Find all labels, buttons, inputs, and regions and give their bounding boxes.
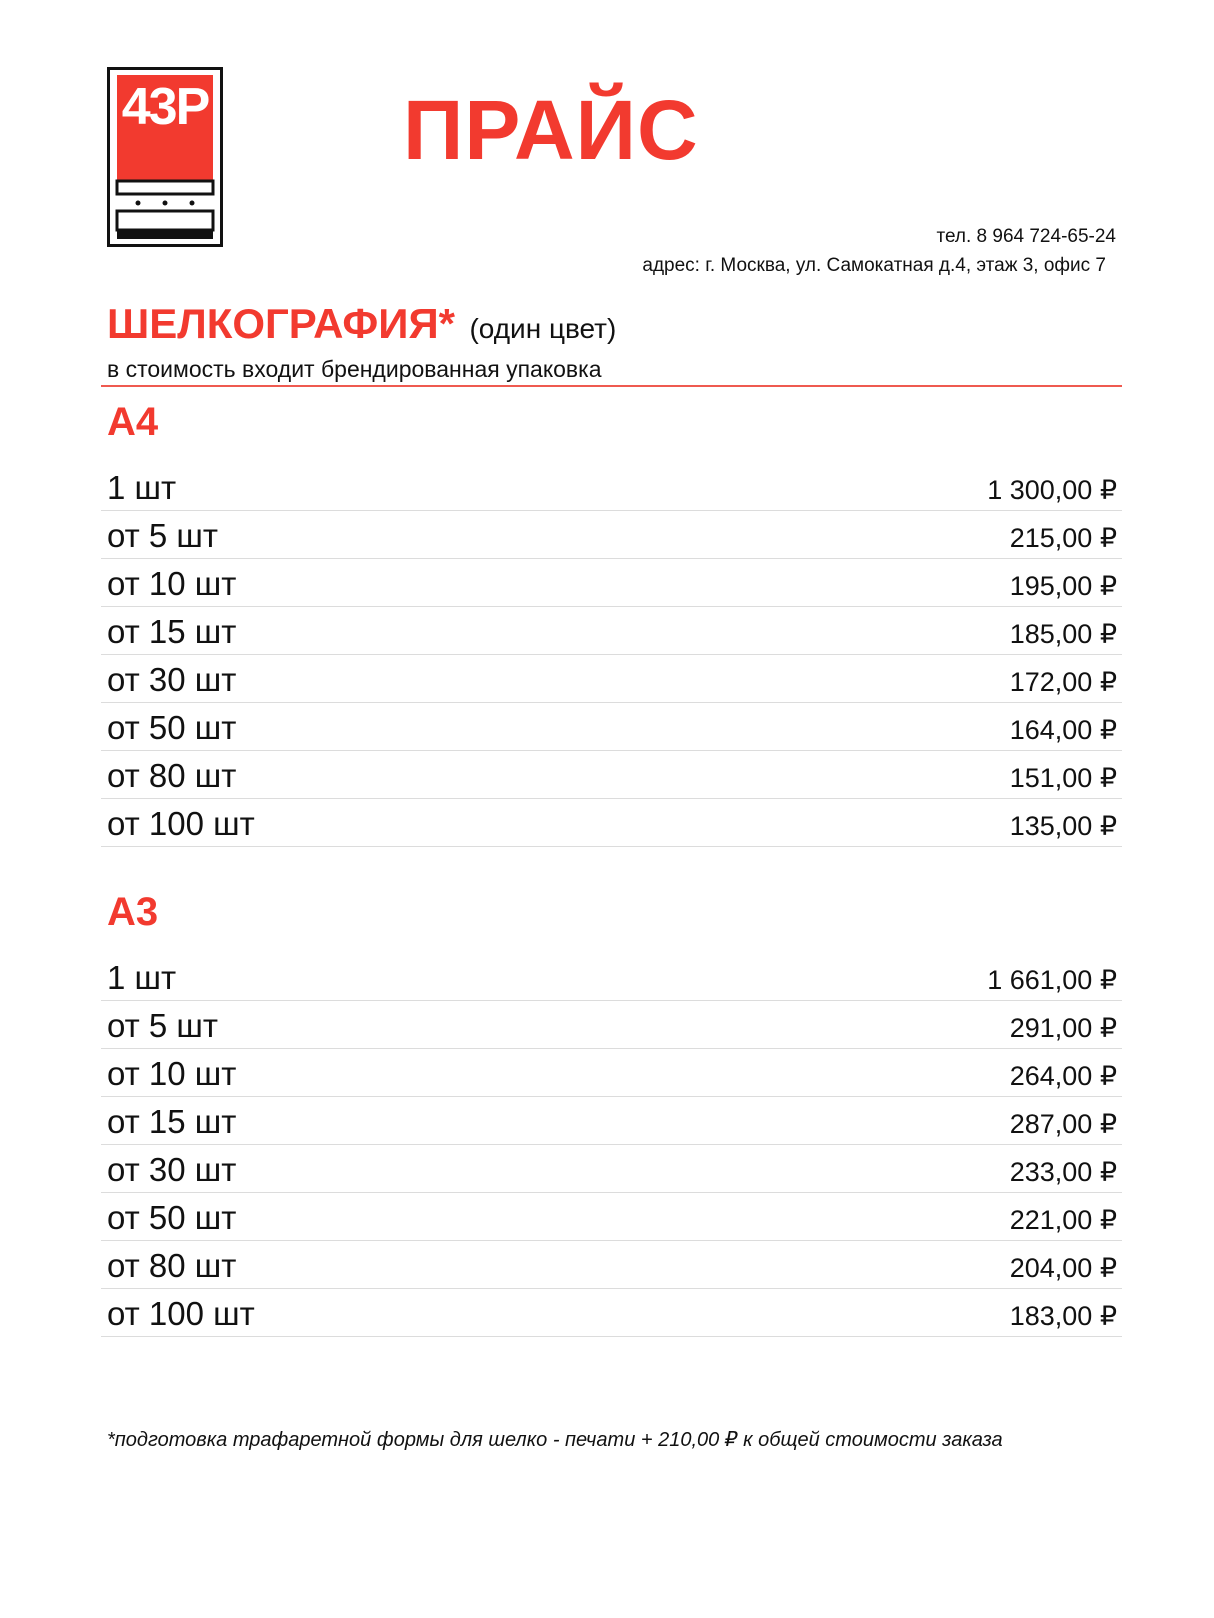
quantity: от 80 шт (107, 1247, 237, 1284)
price-row (101, 751, 1122, 799)
price: 195,00 ₽ (1009, 571, 1117, 601)
quantity: от 5 шт (107, 517, 219, 554)
price: 151,00 ₽ (1009, 763, 1117, 793)
section-divider (101, 385, 1122, 387)
price: 204,00 ₽ (1009, 1253, 1117, 1283)
price: 1 300,00 ₽ (987, 475, 1117, 505)
price-row (101, 799, 1122, 847)
company-logo (107, 67, 223, 247)
quantity: от 15 шт (107, 613, 237, 650)
price: 135,00 ₽ (1009, 811, 1117, 841)
price-row (101, 607, 1122, 655)
quantity: от 10 шт (107, 1055, 237, 1092)
price: 287,00 ₽ (1009, 1109, 1117, 1139)
price: 172,00 ₽ (1009, 667, 1117, 697)
price-row (101, 463, 1122, 511)
price-row (101, 953, 1122, 1001)
quantity: от 100 шт (107, 805, 255, 842)
price-row (101, 1193, 1122, 1241)
section-subtitle: (один цвет) (469, 313, 617, 344)
footnote: *подготовка трафаретной формы для шелко - печати + 210,00 ₽ к общей стоимости заказа (107, 1429, 1003, 1451)
quantity: от 50 шт (107, 709, 237, 746)
quantity: от 10 шт (107, 565, 237, 602)
section-title: ШЕЛКОГРАФИЯ* (107, 300, 455, 347)
section-note: в стоимость входит брендированная упаковка (107, 356, 602, 382)
size-title-a4: А4 (107, 400, 159, 444)
logo-text: 43Р (121, 78, 209, 136)
price: 1 661,00 ₽ (987, 965, 1117, 995)
quantity: 1 шт (107, 469, 177, 506)
price: 264,00 ₽ (1009, 1061, 1117, 1091)
price-row (101, 655, 1122, 703)
price: 215,00 ₽ (1009, 523, 1117, 553)
price-row (101, 559, 1122, 607)
price: 233,00 ₽ (1009, 1157, 1117, 1187)
quantity: от 30 шт (107, 661, 237, 698)
price-block-a3 (101, 885, 1122, 1337)
price-row (101, 1097, 1122, 1145)
address: адрес: г. Москва, ул. Самокатная д.4, этаж 3, офис 7 (642, 255, 1106, 276)
section-heading (107, 300, 616, 348)
phone-number: тел. 8 964 724-65-24 (936, 226, 1116, 247)
quantity: от 80 шт (107, 757, 237, 794)
price-row (101, 1049, 1122, 1097)
price-row (101, 703, 1122, 751)
price: 183,00 ₽ (1009, 1301, 1117, 1331)
quantity: от 15 шт (107, 1103, 237, 1140)
quantity: от 100 шт (107, 1295, 255, 1332)
price-block-a4 (101, 395, 1122, 847)
price: 221,00 ₽ (1009, 1205, 1117, 1235)
contact-info (642, 222, 1116, 280)
price: 185,00 ₽ (1009, 619, 1117, 649)
price: 291,00 ₽ (1009, 1013, 1117, 1043)
quantity: от 50 шт (107, 1199, 237, 1236)
quantity: от 5 шт (107, 1007, 219, 1044)
price-row (101, 1001, 1122, 1049)
page-title: ПРАЙС (403, 83, 699, 177)
quantity: от 30 шт (107, 1151, 237, 1188)
price-row (101, 1289, 1122, 1337)
size-title-a3: А3 (107, 890, 159, 934)
quantity: 1 шт (107, 959, 177, 996)
price: 164,00 ₽ (1009, 715, 1117, 745)
price-row (101, 1145, 1122, 1193)
price-row (101, 511, 1122, 559)
price-row (101, 1241, 1122, 1289)
